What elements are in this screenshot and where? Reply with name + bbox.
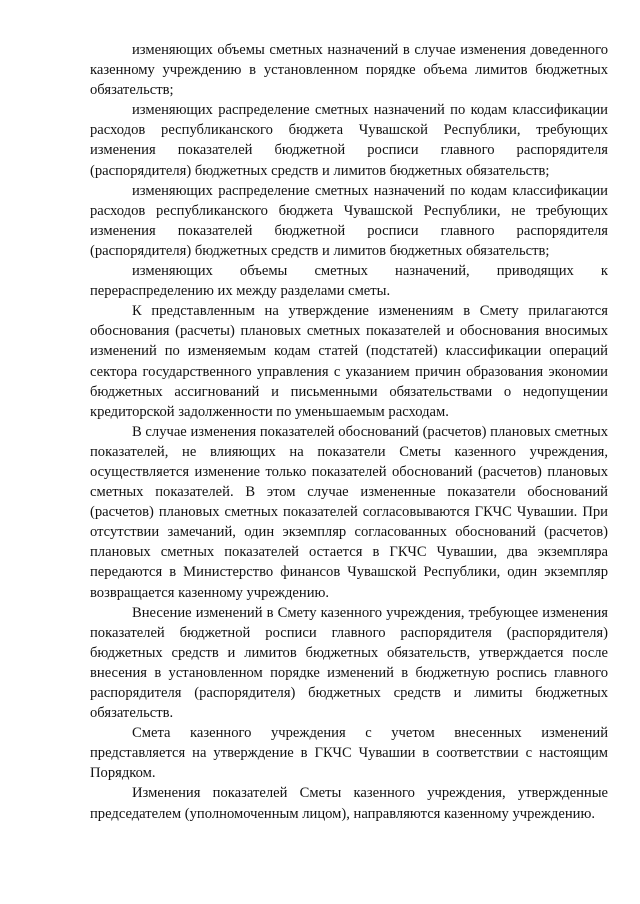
paragraph-5: К представленным на утверждение изменениям в Смету прилагаются обоснования (расчеты) плановых сметных показателей и обоснования вносимых изменений по изменяемым кодам статей (подстатей) классификации операций сектора государственного управления с указанием причин образования экономии бюджетных ассигнований и письменными обязательствами о недопущении кредиторской задолженности по уменьшаемым расходам. (90, 303, 608, 420)
paragraph-7: Внесение изменений в Смету казенного учреждения, требующее изменения показателей бюджетной росписи главного распорядителя (распорядителя) бюджетных средств и лимитов бюджетных обязательств, утверждается после внесения в установленном порядке изменений в бюджетную роспись главного распорядителя (распорядителя) бюджетных средств и лимиты бюджетных обязательств. (90, 604, 608, 722)
paragraph-6: В случае изменения показателей обоснований (расчетов) плановых сметных показателей, не влияющих на показатели Сметы казенного учреждения, осуществляется изменение только показателей обоснований (расчетов) плановых сметных показателей. В этом случае измененные показатели обоснований (расчетов) плановых сметных показателей согласовываются ГКЧС Чувашии. При отсутствии замечаний, один экземпляр согласованных обоснований (расчетов) плановых сметных показателей остается в ГКЧС Чувашии, два экземпляра передаются в Министерство финансов Чувашской Республики, один экземпляр возвращается казенному учреждению. (90, 423, 608, 601)
paragraph-3: изменяющих распределение сметных назначений по кодам классификации расходов республиканского бюджета Чувашской Республики, не требующих изменения показателей бюджетной росписи главного распорядителя (распорядителя) бюджетных средств и лимитов бюджетных обязательств; (90, 182, 608, 259)
paragraph-9: Изменения показателей Сметы казенного учреждения, утвержденные председателем (уполномоченным лицом), направляются казенному учреждению. (90, 785, 608, 822)
paragraph-8: Смета казенного учреждения с учетом внесенных изменений представляется на утверждение в ГКЧС Чувашии в соответствии с настоящим Порядком. (90, 725, 608, 782)
paragraph-1: изменяющих объемы сметных назначений в случае изменения доведенного казенному учреждению в установленном порядке объема лимитов бюджетных обязательств; (90, 42, 608, 99)
paragraph-2: изменяющих распределение сметных назначений по кодам классификации расходов республиканского бюджета Чувашской Республики, требующих изменения показателей бюджетной росписи главного распорядителя (распорядителя) бюджетных средств и лимитов бюджетных обязательств; (90, 102, 608, 179)
paragraph-4: изменяющих объемы сметных назначений, приводящих к перераспределению их между разделами сметы. (90, 263, 608, 300)
document-page (90, 40, 608, 824)
